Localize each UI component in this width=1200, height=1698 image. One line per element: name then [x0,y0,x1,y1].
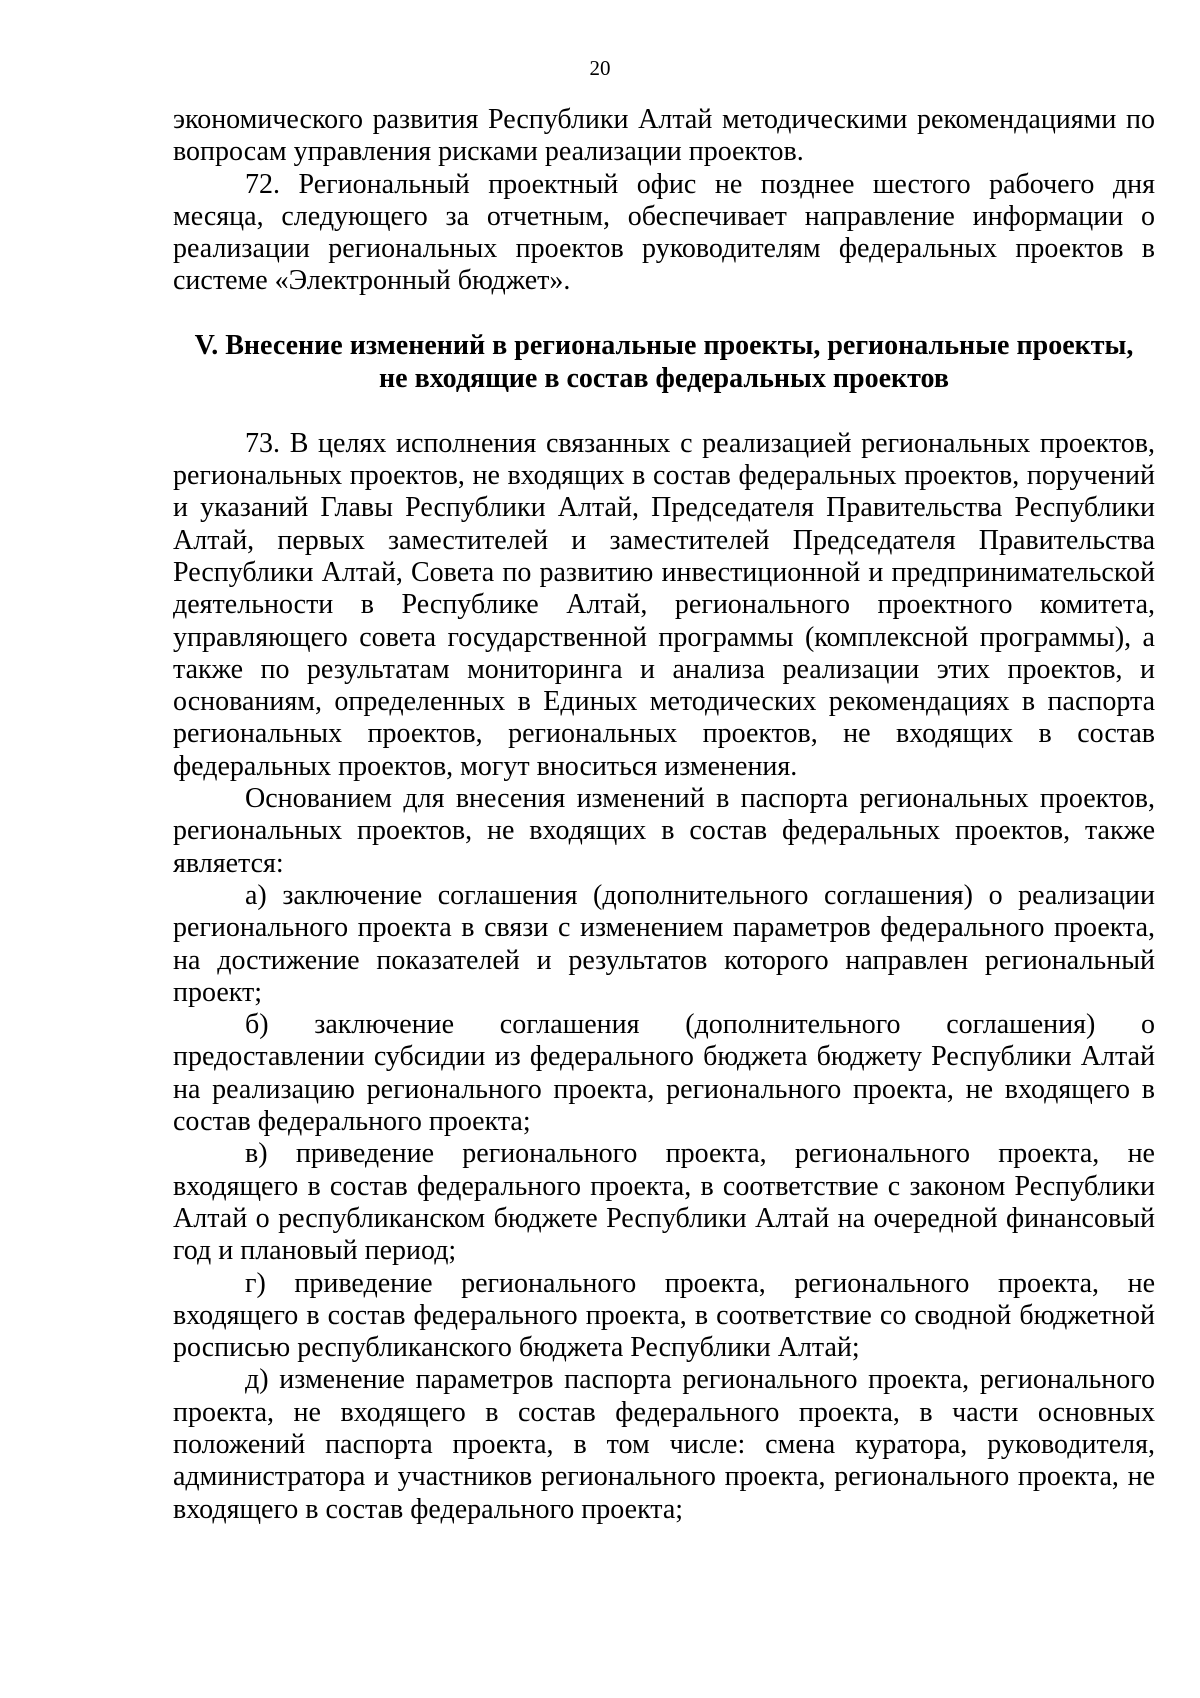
page-number: 20 [589,56,611,80]
list-item-a: а) заключение соглашения (дополнительного соглашения) о реализации регионального проекта в связи с изменением параметров федерального проекта, на достижение показателей и результатов которого направлен региональный проект; [173,879,1155,1008]
paragraph-continuation: экономического развития Республики Алтай методическими рекомендациями по вопросам управления рисками реализации проектов. [173,104,1155,168]
list-item-b: б) заключение соглашения (дополнительного соглашения) о предоставлении субсидии из федерального бюджета бюджету Республики Алтай на реализацию регионального проекта, регионального проекта, не входящего в состав федерального проекта; [173,1009,1155,1138]
section-heading-line-2: не входящие в состав федеральных проектов [379,362,949,394]
document-body [173,104,1155,1526]
section-heading [173,329,1155,395]
paragraph-grounds: Основанием для внесения изменений в паспорта региональных проектов, региональных проектов, не входящих в состав федеральных проектов, также является: [173,783,1155,879]
list-item-v: в) приведение регионального проекта, регионального проекта, не входящего в состав федерального проекта, в соответствие с законом Республики Алтай о республиканском бюджете Республики Алтай на очередной финансовый год и плановый период; [173,1138,1155,1267]
paragraph-72: 72. Региональный проектный офис не позднее шестого рабочего дня месяца, следующего за отчетным, обеспечивает направление информации о реализации региональных проектов руководителям федеральных проектов в системе «Электронный бюджет». [173,168,1155,297]
paragraph-73: 73. В целях исполнения связанных с реализацией региональных проектов, региональных проектов, не входящих в состав федеральных проектов, поручений и указаний Главы Республики Алтай, Председателя Правительства Республики Алтай, первых заместителей и заместителей Председателя Правительства Республики Алтай, Совета по развитию инвестиционной и предпринимательской деятельности в Республике Алтай, регионального проектного комитета, управляющего совета государственной программы (комплексной программы), а также по результатам мониторинга и анализа реализации этих проектов, и основаниям, определенных в Единых методических рекомендациях в паспорта региональных проектов, региональных проектов, не входящих в состав федеральных проектов, могут вноситься изменения. [173,427,1155,782]
list-item-d: д) изменение параметров паспорта регионального проекта, регионального проекта, не входящего в состав федерального проекта, в части основных положений паспорта проекта, в том числе: смена куратора, руководителя, администратора и участников регионального проекта, регионального проекта, не входящего в состав федерального проекта; [173,1364,1155,1525]
section-heading-line-1: V. Внесение изменений в региональные проекты, региональные проекты, [194,329,1134,361]
list-item-g: г) приведение регионального проекта, регионального проекта, не входящего в состав федерального проекта, в соответствие со сводной бюджетной росписью республиканского бюджета Республики Алтай; [173,1267,1155,1364]
